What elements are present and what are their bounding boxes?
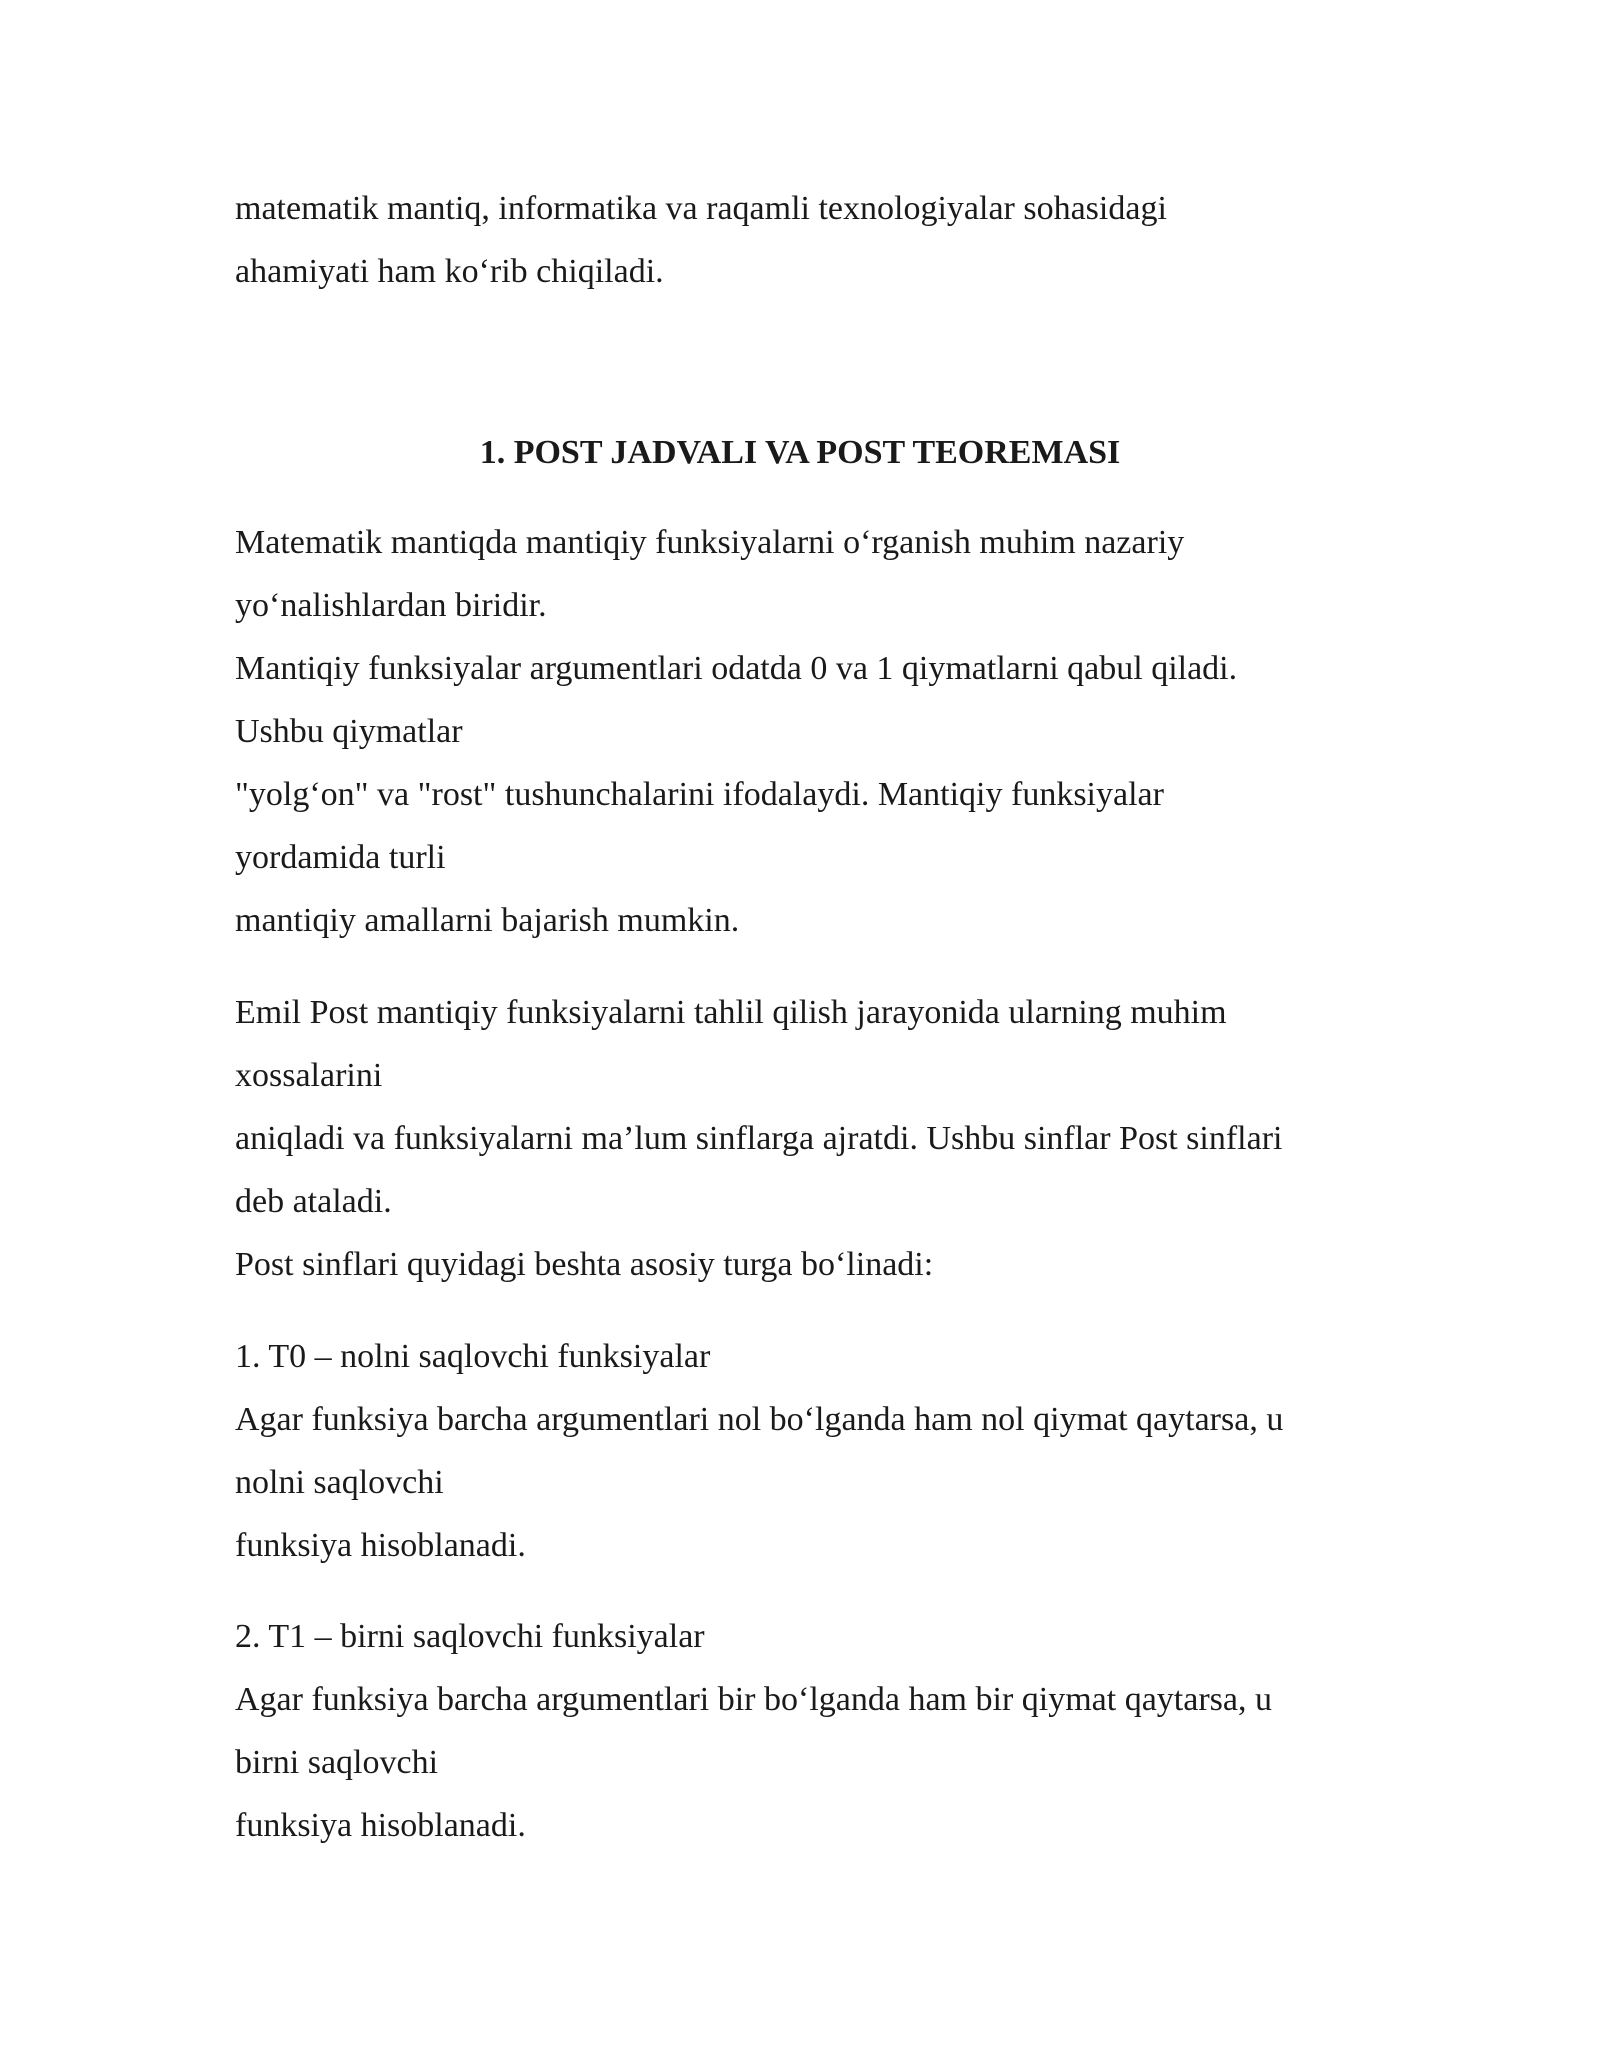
intro-paragraph <box>235 177 1385 303</box>
text-line: nolni saqlovchi <box>235 1464 444 1501</box>
text-line: Ushbu qiymatlar <box>235 713 463 750</box>
text-line: ahamiyati ham ko‘rib chiqiladi. <box>235 253 664 290</box>
text-line: Agar funksiya barcha argumentlari nol bo‘lganda ham nol qiymat qaytarsa, u <box>235 1401 1284 1438</box>
text-line: mantiqiy amallarni bajarish mumkin. <box>235 902 740 939</box>
paragraph-t1 <box>235 1605 1385 1857</box>
list-item-title: 2. T1 – birni saqlovchi funksiyalar <box>235 1618 705 1655</box>
text-line: Matematik mantiqda mantiqiy funksiyalarni o‘rganish muhim nazariy <box>235 524 1185 561</box>
text-line: "yolg‘on" va "rost" tushunchalarini ifodalaydi. Mantiqiy funksiyalar <box>235 776 1164 813</box>
text-line: yo‘nalishlardan biridir. <box>235 587 547 624</box>
text-line: aniqladi va funksiyalarni ma’lum sinflarga ajratdi. Ushbu sinflar Post sinflari <box>235 1120 1283 1157</box>
text-line: Mantiqiy funksiyalar argumentlari odatda 0 va 1 qiymatlarni qabul qiladi. <box>235 650 1238 687</box>
text-line: yordamida turli <box>235 839 446 876</box>
text-line: funksiya hisoblanadi. <box>235 1807 526 1844</box>
text-line: funksiya hisoblanadi. <box>235 1527 526 1564</box>
paragraph-boolean-functions <box>235 511 1385 952</box>
text-line: Post sinflari quyidagi beshta asosiy turga bo‘linadi: <box>235 1246 934 1283</box>
text-line: Agar funksiya barcha argumentlari bir bo‘lganda ham bir qiymat qaytarsa, u <box>235 1681 1272 1718</box>
list-item-title: 1. T0 – nolni saqlovchi funksiyalar <box>235 1338 711 1375</box>
text-line: Emil Post mantiqiy funksiyalarni tahlil qilish jarayonida ularning muhim <box>235 994 1227 1031</box>
text-line: xossalarini <box>235 1057 383 1094</box>
text-line: birni saqlovchi <box>235 1744 439 1781</box>
text-line: deb ataladi. <box>235 1183 392 1220</box>
paragraph-post-classes <box>235 981 1385 1296</box>
paragraph-t0 <box>235 1325 1385 1577</box>
text-line: matematik mantiq, informatika va raqamli texnologiyalar sohasidagi <box>235 190 1167 227</box>
section-title: 1. POST JADVALI VA POST TEOREMASI <box>479 434 1121 471</box>
